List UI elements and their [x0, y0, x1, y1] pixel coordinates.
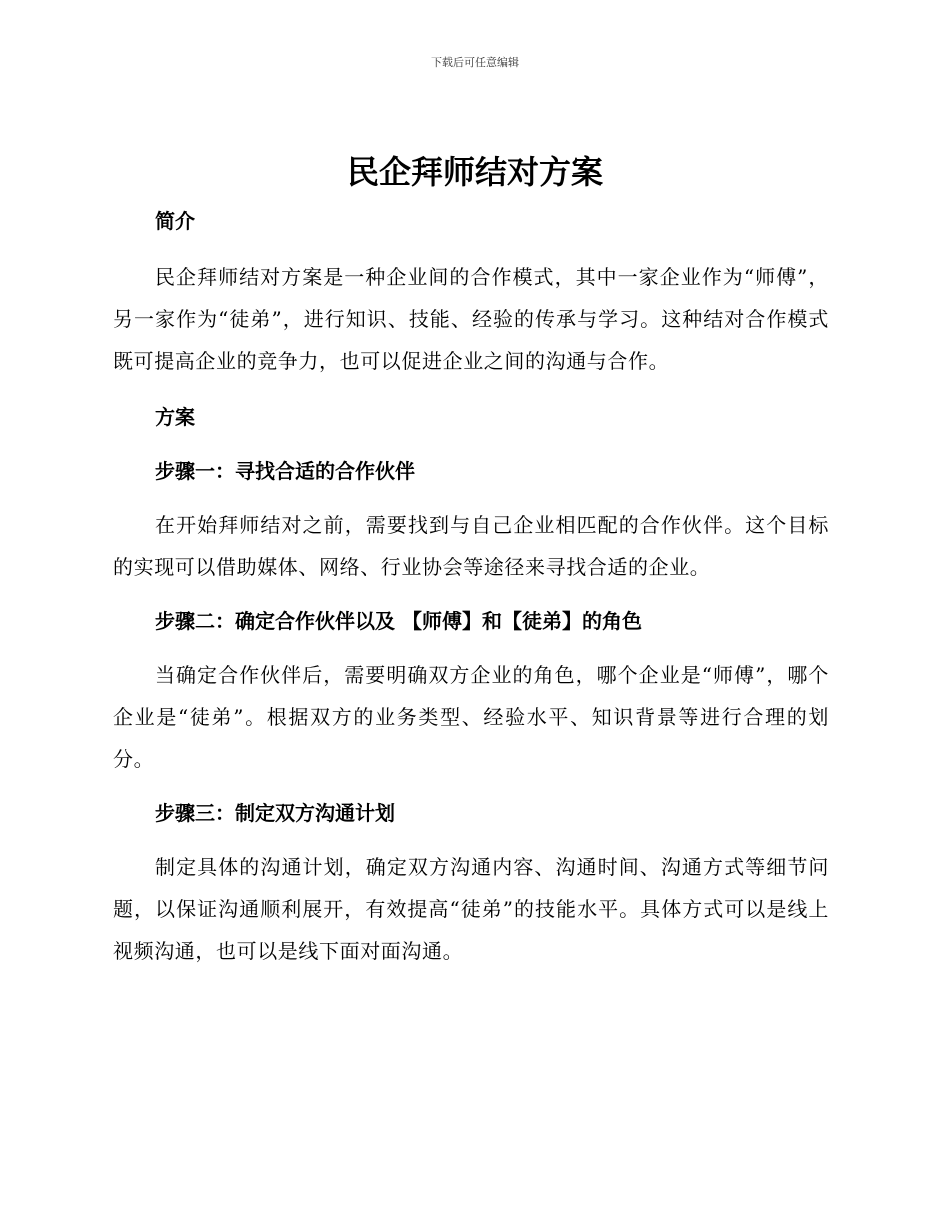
intro-paragraph: 民企拜师结对方案是一种企业间的合作模式，其中一家企业作为“师傅”，另一家作为“徒弟”，进行知识、技能、经验的传承与学习。这种结对合作模式既可提高企业的竞争力，也可以促进企业之间的沟通与合作。	[113, 265, 829, 373]
header-note: 下载后可任意编辑	[431, 56, 519, 69]
step2-paragraph: 当确定合作伙伴后，需要明确双方企业的角色，哪个企业是“师傅”，哪个企业是“徒弟”。根据双方的业务类型、经验水平、知识背景等进行合理的划分。	[113, 663, 829, 771]
step1-heading: 步骤一：寻找合适的合作伙伴	[155, 459, 415, 483]
step2-heading: 步骤二：确定合作伙伴以及 【师傅】和【徒弟】的角色	[155, 609, 642, 633]
document-title: 民企拜师结对方案	[346, 153, 603, 191]
step3-heading: 步骤三：制定双方沟通计划	[155, 801, 395, 825]
step1-paragraph: 在开始拜师结对之前，需要找到与自己企业相匹配的合作伙伴。这个目标的实现可以借助媒体、网络、行业协会等途径来寻找合适的企业。	[113, 513, 829, 579]
document-body	[113, 200, 829, 972]
section-heading-intro: 简介	[155, 209, 195, 233]
section-heading-plan: 方案	[155, 405, 195, 429]
step3-paragraph: 制定具体的沟通计划，确定双方沟通内容、沟通时间、沟通方式等细节问题，以保证沟通顺利展开，有效提高“徒弟”的技能水平。具体方式可以是线上视频沟通，也可以是线下面对面沟通。	[113, 855, 829, 963]
